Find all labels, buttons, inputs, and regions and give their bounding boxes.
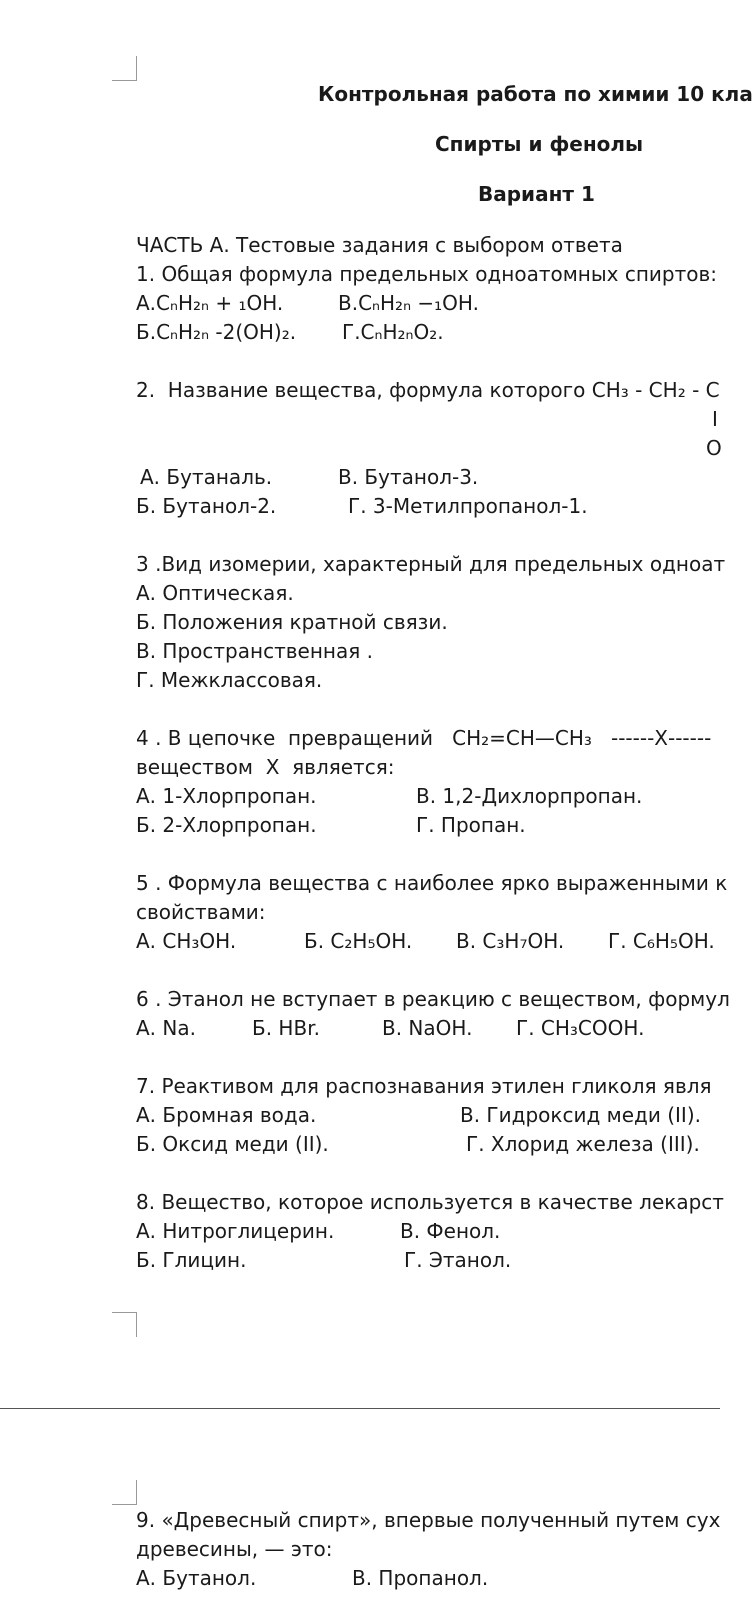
q2-option-a: А. Бутаналь. [140, 465, 273, 489]
q7-option-v: В. Гидроксид меди (II). [460, 1103, 701, 1127]
margin-corner-mark [112, 1480, 137, 1505]
q6-text: 6 . Этанол не вступает в реакцию с веществом, формул [136, 987, 730, 1011]
q7-option-a: А. Бромная вода. [136, 1103, 317, 1127]
margin-corner-mark [112, 1312, 137, 1337]
part-a-heading: ЧАСТЬ А. Тестовые задания с выбором ответа [136, 233, 623, 257]
page-separator [0, 1408, 720, 1409]
q2-option-v: В. Бутанол-3. [338, 465, 479, 489]
q6-option-b: Б. HBr. [252, 1016, 320, 1040]
q5-option-v: В. C₃H₇OH. [456, 929, 565, 953]
q1-option-v: В.CₙH₂ₙ −₁OH. [338, 291, 479, 315]
doc-title: Контрольная работа по химии 10 кла [318, 82, 753, 106]
q5-option-a: А. CH₃OH. [136, 929, 237, 953]
q6-option-v: В. NaOH. [382, 1016, 473, 1040]
q9-text: 9. «Древесный спирт», впервые полученный путем сух [136, 1508, 721, 1532]
margin-corner-mark [112, 56, 137, 81]
q8-option-a: А. Нитроглицерин. [136, 1219, 335, 1243]
q4-text-cont: веществом Х является: [136, 755, 395, 779]
q4-option-a: А. 1-Хлорпропан. [136, 784, 317, 808]
q2-option-b: Б. Бутанол-2. [136, 494, 277, 518]
q5-text-cont: свойствами: [136, 900, 266, 924]
q8-option-g: Г. Этанол. [404, 1248, 512, 1272]
q5-option-g: Г. C₆H₅OH. [608, 929, 715, 953]
q9-option-a: А. Бутанол. [136, 1566, 257, 1590]
q3-option-a: А. Оптическая. [136, 581, 294, 605]
q1-text: 1. Общая формула предельных одноатомных спиртов: [136, 262, 718, 286]
q2-formula-bond: I [712, 407, 718, 431]
q1-option-a: А.CₙH₂ₙ + ₁OH. [136, 291, 284, 315]
q3-option-g: Г. Межклассовая. [136, 668, 323, 692]
q8-text: 8. Вещество, которое используется в качестве лекарст [136, 1190, 724, 1214]
q9-option-v: В. Пропанол. [352, 1566, 489, 1590]
q2-text: 2. Название вещества, формула которого CH₃ - CH₂ - C [136, 378, 720, 402]
q7-option-g: Г. Хлорид железа (III). [466, 1132, 700, 1156]
q3-option-v: В. Пространственная . [136, 639, 373, 663]
q1-option-g: Г.CₙH₂ₙO₂. [342, 320, 444, 344]
q2-formula-group: O [706, 436, 722, 460]
q9-text-cont: древесины, — это: [136, 1537, 333, 1561]
q2-option-g: Г. 3-Метилпропанол-1. [348, 494, 588, 518]
q4-option-b: Б. 2-Хлорпропан. [136, 813, 317, 837]
q4-option-v: В. 1,2-Дихлорпропан. [416, 784, 643, 808]
q4-text: 4 . В цепочке превращений CH₂=CH—CH₃ ------Х------ [136, 726, 712, 750]
q7-option-b: Б. Оксид меди (II). [136, 1132, 329, 1156]
q7-text: 7. Реактивом для распознавания этилен гликоля явля [136, 1074, 712, 1098]
q5-text: 5 . Формула вещества с наиболее ярко выраженными к [136, 871, 728, 895]
q1-option-b: Б.CₙH₂ₙ -2(OH)₂. [136, 320, 297, 344]
doc-variant: Вариант 1 [478, 182, 595, 206]
q6-option-a: А. Na. [136, 1016, 196, 1040]
q3-option-b: Б. Положения кратной связи. [136, 610, 448, 634]
q3-text: 3 .Вид изомерии, характерный для предельных одноат [136, 552, 726, 576]
q5-option-b: Б. C₂H₅OH. [304, 929, 413, 953]
q8-option-v: В. Фенол. [400, 1219, 501, 1243]
q6-option-g: Г. CH₃COOH. [516, 1016, 645, 1040]
q4-option-g: Г. Пропан. [416, 813, 526, 837]
doc-topic: Спирты и фенолы [435, 132, 644, 156]
q8-option-b: Б. Глицин. [136, 1248, 247, 1272]
